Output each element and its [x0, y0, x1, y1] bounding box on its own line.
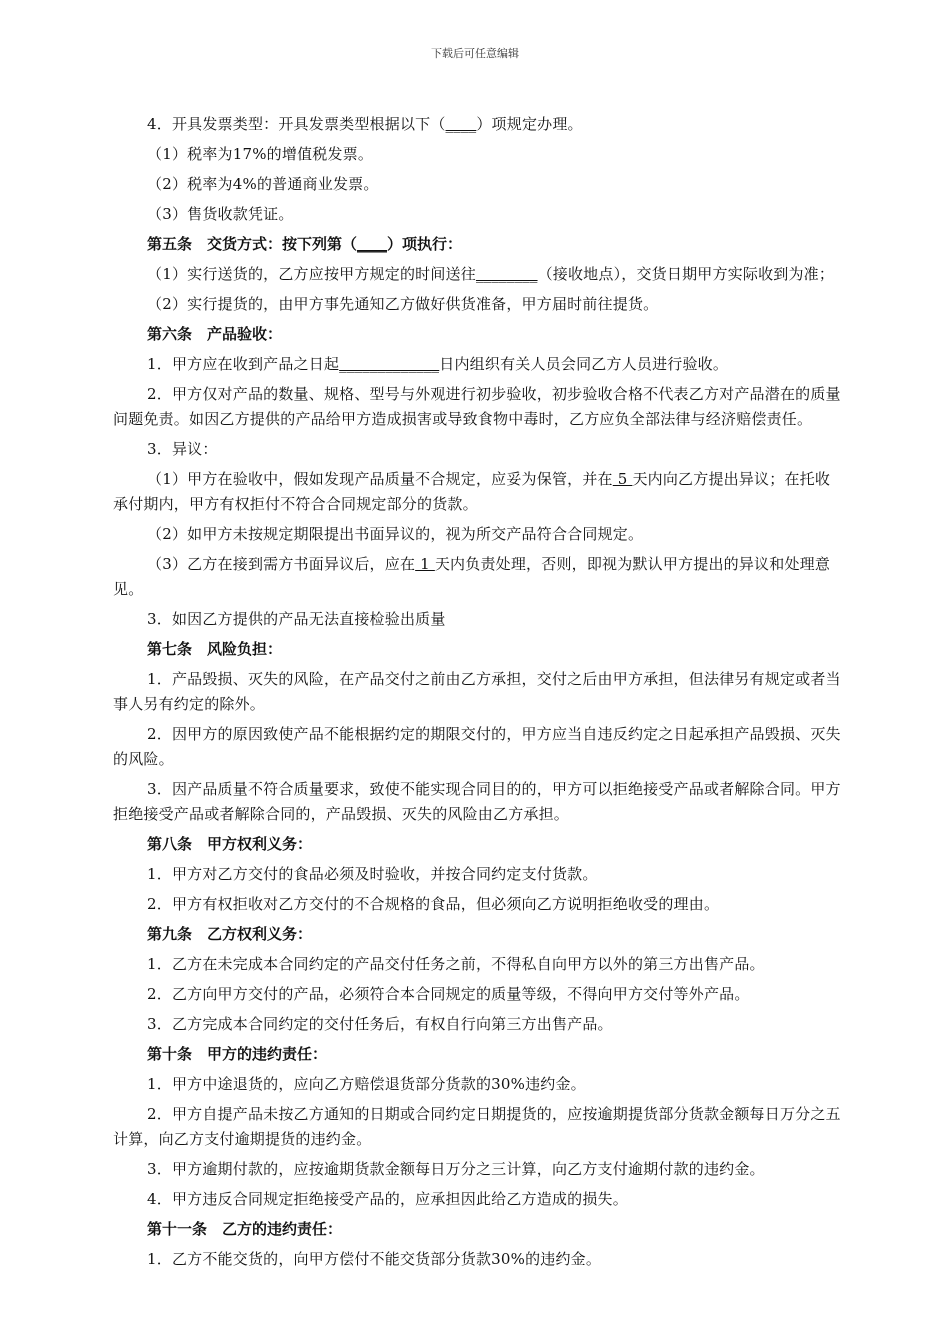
- clause-paragraph: [113, 172, 841, 197]
- paragraph-text: 1．甲方应在收到产品之日起: [147, 355, 340, 373]
- paragraph-text: 1．乙方不能交货的，向甲方偿付不能交货部分货款30%的违约金。: [147, 1250, 602, 1268]
- clause-paragraph: [113, 437, 841, 462]
- paragraph-text: （接收地点），交货日期甲方实际收到为准；: [537, 265, 835, 283]
- paragraph-text: （1）税率为17%的增值税发票。: [147, 145, 374, 163]
- paragraph-text: 3．甲方逾期付款的，应按逾期货款金额每日万分之三计算，向乙方支付逾期付款的违约金。: [147, 1160, 765, 1178]
- fill-in-blank: ________: [475, 265, 538, 283]
- clause-paragraph: [113, 1187, 841, 1212]
- paragraph-text: 4．甲方违反合同规定拒绝接受产品的，应承担因此给乙方造成的损失。: [147, 1190, 628, 1208]
- clause-paragraph: [113, 892, 841, 917]
- paragraph-text: （2）实行提货的，由甲方事先通知乙方做好供货准备，甲方届时前往提货。: [147, 295, 659, 313]
- paragraph-text: 3．乙方完成本合同约定的交付任务后，有权自行向第三方出售产品。: [147, 1015, 613, 1033]
- paragraph-text: （3）售货收款凭证。: [147, 205, 294, 223]
- clause-paragraph: [113, 722, 841, 772]
- paragraph-text: 3．因产品质量不符合质量要求，致使不能实现合同目的的，甲方可以拒绝接受产品或者解除合同。甲方拒绝接受产品或者解除合同的，产品毁损、灭失的风险由乙方承担。: [113, 780, 841, 823]
- clause-paragraph: [113, 1102, 841, 1152]
- fill-in-blank: _____________: [339, 355, 440, 373]
- paragraph-text: 天内向乙方提出异议；在托收承付期内，甲方有权拒付不符合合同规定部分的货款。: [113, 470, 831, 513]
- section-heading: [113, 922, 841, 947]
- paragraph-text: （2）如甲方未按规定期限提出书面异议的，视为所交产品符合合同规定。: [147, 525, 644, 543]
- paragraph-text: （2）税率为4%的普通商业发票。: [147, 175, 379, 193]
- paragraph-text: 1．乙方在未完成本合同约定的产品交付任务之前，不得私自向甲方以外的第三方出售产品。: [147, 955, 765, 973]
- paragraph-text: 1．甲方中途退货的，应向乙方赔偿退货部分货款的30%违约金。: [147, 1075, 586, 1093]
- clause-paragraph: [113, 862, 841, 887]
- clause-paragraph: [113, 552, 841, 602]
- clause-paragraph: [113, 607, 841, 632]
- clause-paragraph: [113, 522, 841, 547]
- paragraph-text: 2．甲方仅对产品的数量、规格、型号与外观进行初步验收，初步验收合格不代表乙方对产品潜在的质量问题免责。如因乙方提供的产品给甲方造成损害或导致食物中毒时，乙方应负全部法律与经济赔偿责任。: [113, 385, 841, 428]
- paragraph-text: 2．甲方有权拒收对乙方交付的不合规格的食品，但必须向乙方说明拒绝收受的理由。: [147, 895, 720, 913]
- section-heading: [113, 832, 841, 857]
- paragraph-text: 1．产品毁损、灭失的风险，在产品交付之前由乙方承担，交付之后由甲方承担，但法律另有规定或者当事人另有约定的除外。: [113, 670, 841, 713]
- paragraph-text: ）项规定办理。: [476, 115, 583, 133]
- section-heading: [113, 322, 841, 347]
- paragraph-text: 2．因甲方的原因致使产品不能根据约定的期限交付的，甲方应当自违反约定之日起承担产品毁损、灭失的风险。: [113, 725, 841, 768]
- paragraph-text: 第七条 风险负担：: [147, 640, 283, 658]
- paragraph-text: 2．乙方向甲方交付的产品，必须符合本合同规定的质量等级，不得向甲方交付等外产品。: [147, 985, 750, 1003]
- paragraph-text: 4．开具发票类型：开具发票类型根据以下（: [147, 115, 446, 133]
- clause-paragraph: [113, 112, 841, 137]
- clause-paragraph: [113, 1072, 841, 1097]
- clause-paragraph: [113, 202, 841, 227]
- paragraph-text: （3）乙方在接到需方书面异议后，应在: [147, 555, 416, 573]
- paragraph-text: 第十一条 乙方的违约责任：: [147, 1220, 343, 1238]
- section-heading: [113, 1042, 841, 1067]
- clause-paragraph: [113, 467, 841, 517]
- clause-paragraph: [113, 142, 841, 167]
- paragraph-text: 3．如因乙方提供的产品无法直接检验出质量: [147, 610, 446, 628]
- paragraph-text: 第五条 交货方式：按下列第（: [147, 235, 358, 253]
- paragraph-text: 第九条 乙方权利义务：: [147, 925, 313, 943]
- paragraph-text: 第八条 甲方权利义务：: [147, 835, 313, 853]
- clause-paragraph: [113, 352, 841, 377]
- clause-paragraph: [113, 1247, 841, 1272]
- clause-paragraph: [113, 382, 841, 432]
- clause-paragraph: [113, 777, 841, 827]
- paragraph-text: 2．甲方自提产品未按乙方通知的日期或合同约定日期提货的，应按逾期提货部分货款金额每日万分之五计算，向乙方支付逾期提货的违约金。: [113, 1105, 841, 1148]
- clause-paragraph: [113, 982, 841, 1007]
- paragraph-text: 3．异议：: [147, 440, 218, 458]
- clause-paragraph: [113, 952, 841, 977]
- section-heading: [113, 637, 841, 662]
- paragraph-text: （1）甲方在验收中，假如发现产品质量不合规定，应妥为保管，并在: [147, 470, 613, 488]
- clause-paragraph: [113, 292, 841, 317]
- page-header: 下载后可任意编辑: [431, 47, 519, 60]
- paragraph-text: 第十条 甲方的违约责任：: [147, 1045, 328, 1063]
- paragraph-text: （1）实行送货的，乙方应按甲方规定的时间送往: [147, 265, 476, 283]
- contract-body: [113, 112, 841, 1277]
- fill-in-blank: 5: [612, 470, 633, 488]
- clause-paragraph: [113, 1157, 841, 1182]
- fill-in-blank: 1: [415, 555, 435, 573]
- clause-paragraph: [113, 262, 841, 287]
- paragraph-text: 日内组织有关人员会同乙方人员进行验收。: [439, 355, 729, 373]
- paragraph-text: 第六条 产品验收：: [147, 325, 283, 343]
- fill-in-blank: ____: [445, 115, 477, 133]
- section-heading: [113, 1217, 841, 1242]
- clause-paragraph: [113, 1012, 841, 1037]
- paragraph-text: 天内负责处理，否则，即视为默认甲方提出的异议和处理意见。: [113, 555, 831, 598]
- fill-in-blank: ____: [357, 235, 388, 253]
- paragraph-text: 1．甲方对乙方交付的食品必须及时验收，并按合同约定支付货款。: [147, 865, 598, 883]
- paragraph-text: ）项执行：: [387, 235, 463, 253]
- section-heading: [113, 232, 841, 257]
- clause-paragraph: [113, 667, 841, 717]
